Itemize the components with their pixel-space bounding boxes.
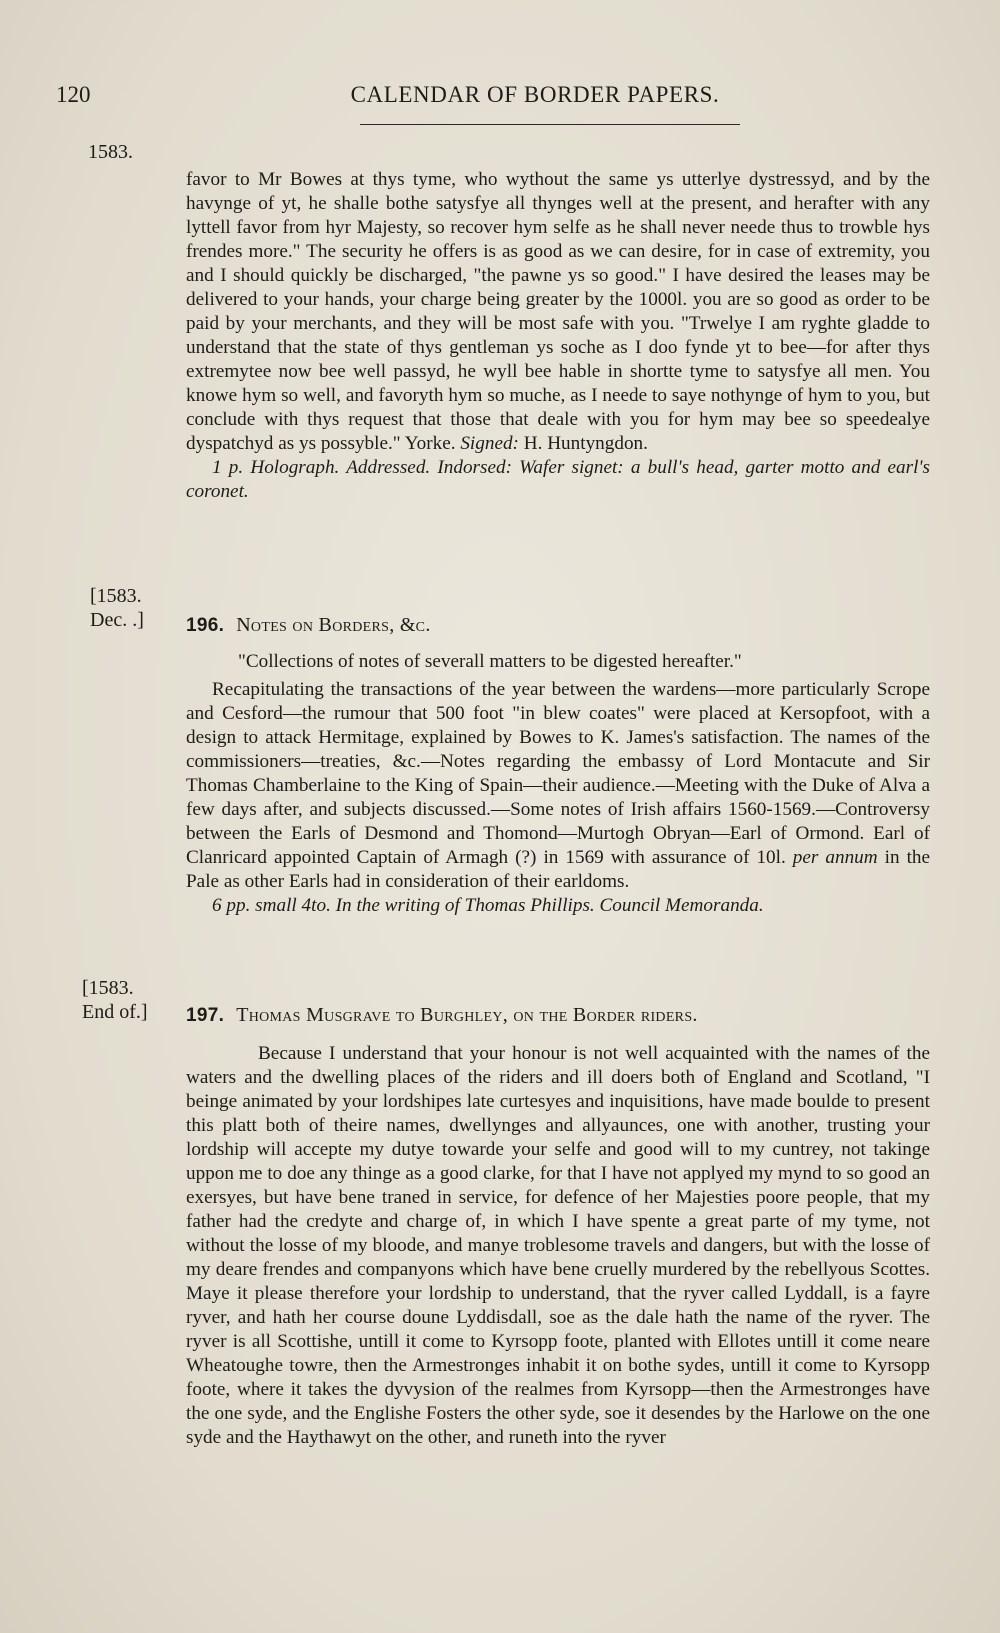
entry-196-quote: "Collections of notes of severall matters to be digested hereafter." [238,651,742,672]
entry-title: Notes on Borders, &c. [236,614,431,636]
margin-date-1583: 1583. [88,141,133,163]
entry-title: Thomas Musgrave to Burghley, on the Border riders. [236,1004,698,1026]
margin-date-year: [1583. [90,585,142,607]
summary-end: in the Pale as other Earls had in consideration of their earldoms. [186,847,931,892]
signed-label: Signed: [460,433,519,454]
margin-date-1583-end [82,976,148,1024]
summary-text: Recapitulating the transactions of the year between the wardens—more particularly Scrope and Cesford—the rumour that 500 foot "in blew coates" were placed at Kersopfoot, with a design to attack Hermitage, explained by Bowes to K. James's satisfaction. The names of the commissioners—treaties, &c.—Notes regarding the embassy of Lord Montacute and Sir Thomas Chamberlaine to the King of Spain—their audience.—Meeting with the Duke of Alva a few days after, and subjects discussed.—Some notes of Irish affairs 1560-1569.—Controversy between the Earls of Desmond and Thomond—Murtogh Obryan—Earl of Ormond. Earl of Clanricard appointed Captain of Armagh (?) in 1569 with assurance of 10l. [186,679,930,868]
margin-date-year: [1583. [82,977,134,999]
entry-197-body [186,1042,930,1450]
page-header [50,82,930,112]
entry-number: 196. [186,615,225,636]
entry-195-text [186,168,930,456]
entry-number: 197. [186,1005,225,1026]
entry-196-summary [186,678,930,894]
margin-date-period: End of.] [82,1001,148,1023]
entry-197-heading [186,1002,930,1029]
margin-date-1583-dec [90,584,144,632]
letter-text: favor to Mr Bowes at thys tyme, who wythout the same ys utterlye dystressyd, and by the havynge of yt, he shalle bothe satysfye all thynges well at the present, and herafter with any lyttell favor from hyr Majesty, so recover hym selfe as he shall never neede thus to trowble hys frendes more." The security he offers is as good as we can desire, for in case of extremity, you and I should quickly be discharged, "the pawne ys so good." I have desired the leases may be delivered to your hands, your charge being greater by the 1000l. you are so good as order to be paid by your merchants, and they will be most safe with you. "Trwelye I am ryghte gladde to understand that the state of thys gentleman ys soche as I doo fynde yt to bee—for after thys extremytee now bee well passyd, he wyll bee hable in shortte tyme to satysfye all men. You knowe hym so well, and favoryth hym so muche, as I neede to saye nothynge of hym to you, but conclude with thys request that those that deale with you for hym may bee so speedealye dyspatchyd as ys possyble." Yorke. [186,169,930,454]
entry-196-note: 6 pp. small 4to. In the writing of Thomas Phillips. Council Memoranda. [212,895,764,916]
page-number: 120 [56,82,91,107]
entry-196-heading [186,612,930,639]
summary-italic: per annum [792,847,878,868]
entry-196-body [186,650,930,918]
entry-195-continuation [186,168,930,504]
entry-195-note: 1 p. Holograph. Addressed. Indorsed: Wafer signet: a bull's head, garter motto and earl's coronet. [186,457,930,502]
entry-197-text: Because I understand that your honour is not well acquainted with the names of the waters and the dwelling places of the riders and ill doers both of England and Scotland, "I beinge animated by your lordshipes late curtesyes and inquisitions, have made boulde to present this platt both of theire names, dwellynges and allyaunces, one with another, trusting your lordship will accepte my dutye towarde your selfe and good will to my cuntrey, not takinge uppon me to doe any thinge as a good clarke, for that I have not applyed my mynd to so good an exersyes, but have bene traned in service, for defence of her Majesties poore people, that my father had the credyte and charge of, in which I have spente a great parte of my tyme, not without the losse of my bloode, and manye troblesome travels and dangers, but with the losse of my deare frendes and companyons which have bene cruelly murdered by the rebellyous Scottes. Maye it please therefore your lordship to understand, that the ryver called Lyddall, is a fayre ryver, and hath her course doune Lyddisdall, soe as the dale hath the name of the ryver. The ryver is all Scottishe, untill it come to Kyrsopp foote, planted with Ellotes untill it come neare Wheatoughe towre, then the Armestronges inhabit it on bothe sydes, untill it come to Kyrsopp foote, where it takes the dyvysion of the realmes from Kyrsopp—then the Armestronges have the one syde, and the Englishe Fosters the other syde, soe it desendes by the Harlowe on the one syde and the Haythawyt on the other, and runeth into the ryver [186,1043,930,1448]
margin-date-month: Dec. .] [90,609,144,631]
signatory: H. Huntyngdon. [518,433,648,454]
header-rule [360,124,740,125]
running-title: CALENDAR OF BORDER PAPERS. [350,82,720,107]
